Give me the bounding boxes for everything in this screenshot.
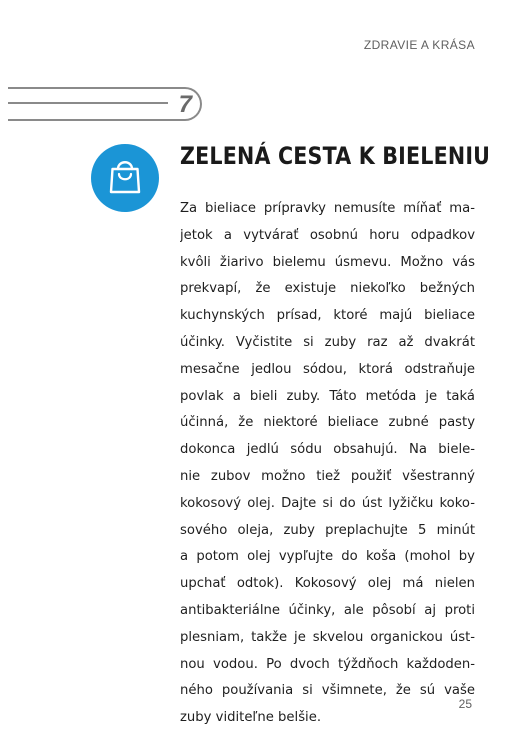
paragraph-line: dokonca jedlú sódu obsahujú. Na biele- <box>180 442 475 458</box>
paragraph-line: ného používania si všimnete, že sú vaše <box>180 683 475 699</box>
paragraph-line: nou vodou. Po dvoch týždňoch každoden- <box>180 656 475 672</box>
paragraph-line: Za bieliace prípravky nemusíte míňať ma- <box>180 201 475 216</box>
paragraph-line: plesniam, takže je skvelou organickou úst- <box>180 629 475 645</box>
paragraph-line: kokosový olej. Dajte si do úst lyžičku koko- <box>180 495 475 511</box>
paragraph-line: povlak a bieli zuby. Táto metóda je taká <box>180 388 475 404</box>
article-title: ZELENÁ CESTA K BIELENIU <box>180 142 491 170</box>
paragraph-line: prekvapí, že existuje niekoľko bežných <box>180 281 475 297</box>
paragraph-line: účinky. Vyčistite si zuby raz až dvakrát <box>180 334 475 350</box>
paragraph-line: jetok a vytvárať osobnú horu odpadkov <box>180 227 475 243</box>
paragraph-line: zuby viditeľne belšie. <box>180 710 322 726</box>
chapter-tab <box>8 87 202 121</box>
paragraph-line: nie zubov možno tiež použiť všestranný <box>180 468 475 484</box>
paragraph-line: účinná, že niektoré bieliace zubné pasty <box>180 415 475 431</box>
paragraph-line: kvôli žiarivo bielemu úsmevu. Možno vás <box>180 254 475 270</box>
section-header: ZDRAVIE A KRÁSA <box>363 38 475 52</box>
paragraph-line: sového oleja, zuby preplachujte 5 minút <box>180 522 475 538</box>
paragraph-line: mesačne jedlou sódou, ktorá odstraňuje <box>180 361 475 377</box>
paragraph-line: upchať odtok). Kokosový olej má nielen <box>180 576 475 592</box>
paragraph-line: antibakteriálne účinky, ale pôsobí aj proti <box>180 602 475 618</box>
chapter-number: 7 <box>178 91 192 118</box>
paragraph-line: kuchynských prísad, ktoré majú bieliace <box>180 308 475 324</box>
shopping-bag-icon <box>91 144 159 212</box>
paragraph-line: a potom olej vypľujte do koša (mohol by <box>180 549 475 565</box>
page-number: 25 <box>458 697 472 711</box>
article-body <box>180 196 475 732</box>
chapter-divider-line <box>8 102 168 104</box>
